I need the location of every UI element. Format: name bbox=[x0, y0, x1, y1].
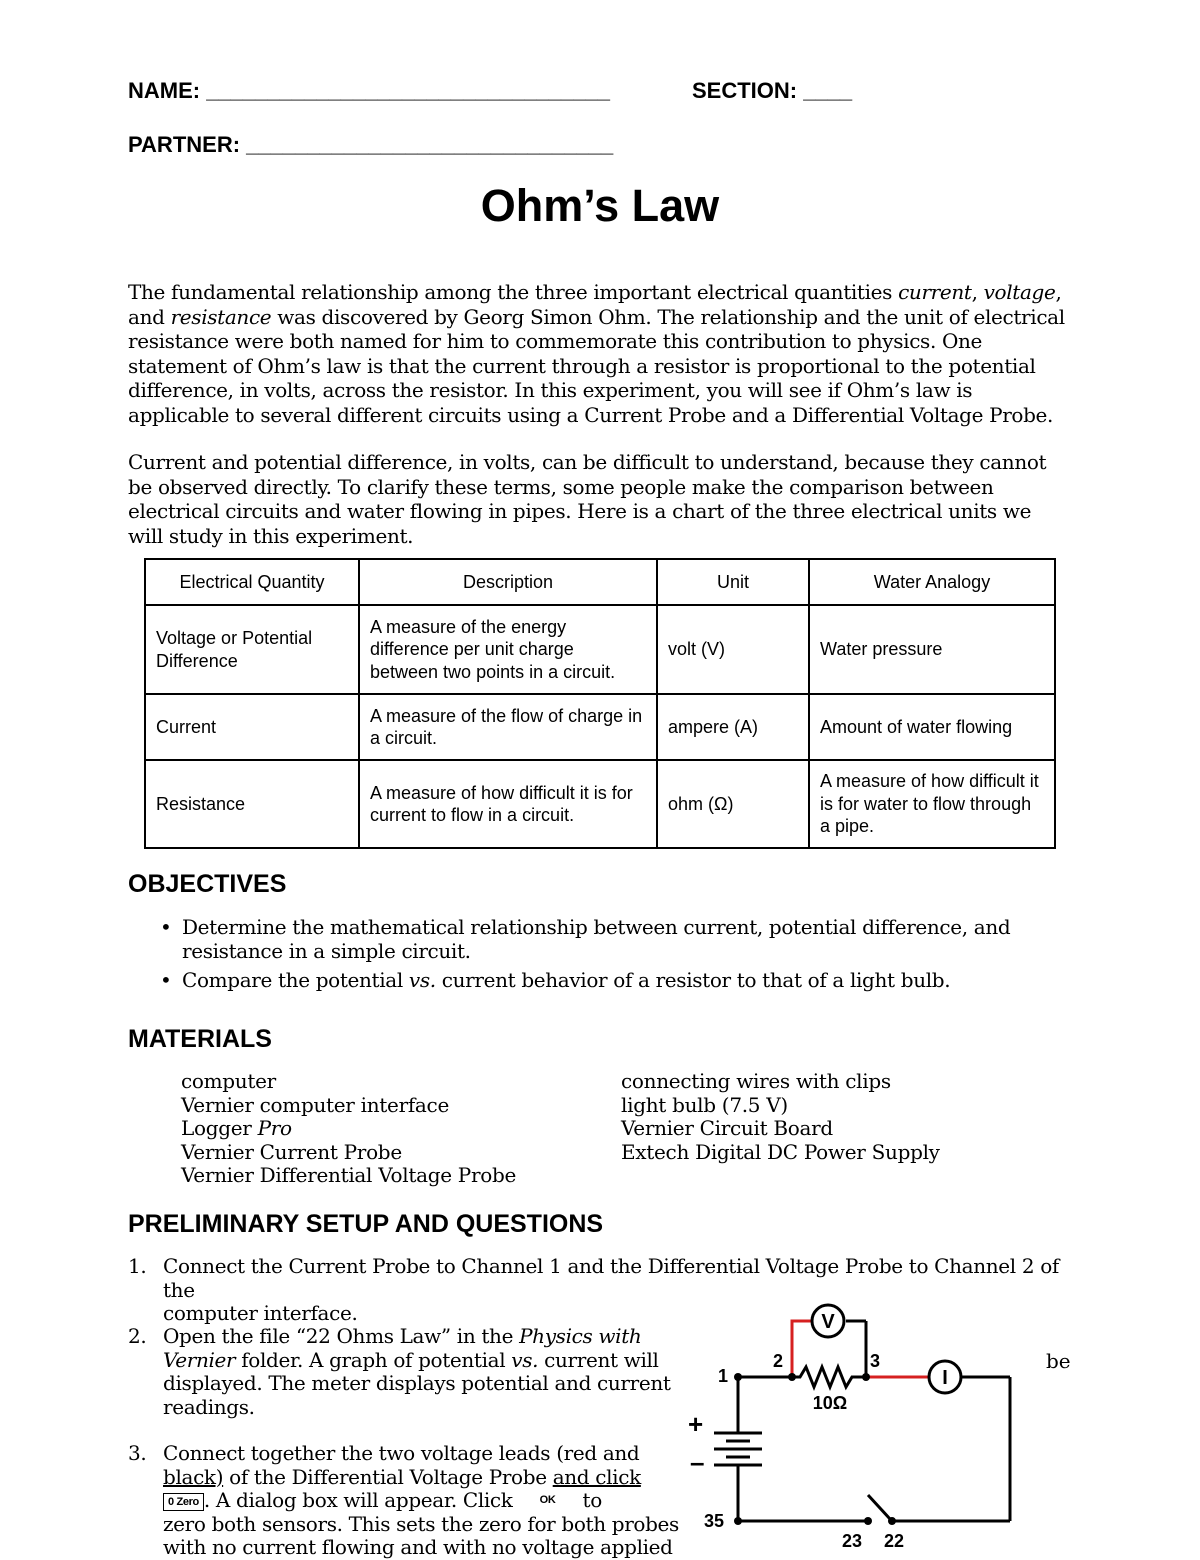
table-header: Electrical Quantity bbox=[145, 559, 359, 605]
node-dot bbox=[862, 1373, 870, 1381]
materials-heading: MATERIALS bbox=[128, 1025, 272, 1053]
table-cell: Amount of water flowing bbox=[809, 694, 1055, 760]
term-resistance: resistance bbox=[170, 304, 272, 329]
zero-button[interactable]: 0 Zero bbox=[163, 1493, 204, 1511]
table-row bbox=[145, 605, 1055, 694]
list-item: Vernier Current Probe bbox=[181, 1139, 402, 1164]
step-3: 3. Connect together the two voltage leads (red and black) of the Differential Voltage Probe and click 0 Zero . A dialog box will appear. Click OK to zero both sensors. This sets the zero for both probes with no current flowing and with no voltage applied bbox=[128, 1441, 679, 1559]
objectives-list bbox=[160, 916, 1070, 999]
partner-field: PARTNER: ______________________________ bbox=[128, 132, 614, 157]
intro-paragraph-2: Current and potential difference, in volts, can be difficult to understand, because they cannot be observed directly. To clarify these terms, some people make the comparison between electrical circuits and water flowing in pipes. Here is a chart of the three electrical units we will study in this experiment. bbox=[128, 450, 1047, 548]
node-dot bbox=[734, 1373, 742, 1381]
voltmeter-label: V bbox=[821, 1311, 835, 1333]
step-1: 1. Connect the Current Probe to Channel 1 and the Differential Voltage Probe to Channel 2 of the computer interface. bbox=[128, 1254, 1059, 1325]
battery-symbol bbox=[714, 1433, 762, 1465]
table-cell: ohm (Ω) bbox=[657, 760, 809, 848]
node-label-22: 22 bbox=[884, 1531, 905, 1551]
materials-left-list bbox=[181, 1070, 516, 1188]
node-label-3: 3 bbox=[870, 1351, 881, 1371]
list-item: Vernier Differential Voltage Probe bbox=[181, 1163, 516, 1187]
table-header: Water Analogy bbox=[809, 559, 1055, 605]
table-cell: volt (V) bbox=[657, 605, 809, 694]
table-cell: Current bbox=[145, 694, 359, 760]
node-label-23: 23 bbox=[842, 1531, 863, 1551]
materials-right-list bbox=[621, 1070, 940, 1164]
table-cell: A measure of the flow of charge in a circuit. bbox=[359, 694, 657, 760]
resistor-symbol bbox=[792, 1367, 866, 1387]
table-row bbox=[145, 694, 1055, 760]
step-2: 2. Open the file “22 Ohms Law” in the Physics with Vernier folder. A graph of potential vs. current will displayed. The meter displays potential and current readings. bbox=[128, 1324, 671, 1419]
ok-button[interactable]: OK bbox=[539, 1494, 556, 1506]
table-cell: A measure of the energy difference per unit charge between two points in a circuit. bbox=[359, 605, 657, 694]
list-item: Vernier Circuit Board bbox=[621, 1116, 833, 1140]
table-header-row bbox=[145, 559, 1055, 605]
list-item: Logger Pro bbox=[181, 1116, 292, 1140]
node-dot bbox=[788, 1373, 796, 1381]
page-title: Ohm’s Law bbox=[480, 180, 720, 231]
node-label-2: 2 bbox=[773, 1351, 784, 1371]
step-2-overflow-word: be bbox=[1046, 1349, 1071, 1373]
section-field: SECTION: ____ bbox=[692, 78, 853, 103]
intro-paragraph-1: The fundamental relationship among the three important electrical quantities current, voltage, and resistance was discovered by Georg Simon Ohm. The relationship and the unit of electrical resistance were both named for him to commemorate this contribution to physics. One statement of Ohm’s law is that the current through a resistor is proportional to the potential difference, in volts, across the resistor. In this experiment, you will see if Ohm’s law is applicable to several different circuits using a Current Probe and a Differential Voltage Probe. bbox=[128, 280, 1065, 427]
ammeter-label: I bbox=[942, 1367, 948, 1389]
name-field: NAME: _________________________________ bbox=[128, 78, 610, 103]
switch-lever bbox=[868, 1495, 890, 1519]
red-leads bbox=[792, 1321, 928, 1377]
list-item: • Compare the potential vs. current behavior of a resistor to that of a light bulb. bbox=[160, 968, 951, 992]
table-header: Description bbox=[359, 559, 657, 605]
table-row bbox=[145, 760, 1055, 848]
term-voltage: voltage bbox=[983, 280, 1056, 304]
red-lead-voltage bbox=[792, 1321, 812, 1377]
list-item: Vernier computer interface bbox=[181, 1092, 449, 1117]
list-item: computer bbox=[181, 1069, 276, 1093]
prelim-heading: PRELIMINARY SETUP AND QUESTIONS bbox=[128, 1210, 604, 1238]
table-cell: Water pressure bbox=[809, 605, 1055, 694]
node-dot bbox=[864, 1517, 872, 1525]
term-current: current bbox=[898, 280, 972, 304]
table-cell: A measure of how difficult it is for current to flow in a circuit. bbox=[359, 760, 657, 848]
electrical-quantities-table bbox=[144, 558, 1056, 849]
list-item: connecting wires with clips bbox=[621, 1069, 891, 1093]
node-label-1: 1 bbox=[718, 1366, 729, 1386]
resistor-label: 10Ω bbox=[812, 1393, 848, 1413]
list-item: Extech Digital DC Power Supply bbox=[621, 1139, 940, 1164]
table-cell: A measure of how difficult it is for water to flow through a pipe. bbox=[809, 760, 1055, 848]
list-item: light bulb (7.5 V) bbox=[621, 1092, 788, 1117]
table-header: Unit bbox=[657, 559, 809, 605]
circuit-diagram bbox=[680, 1295, 1040, 1553]
table-cell: Voltage or Potential Difference bbox=[145, 605, 359, 694]
node-dot bbox=[888, 1517, 896, 1525]
battery-plus-label: + bbox=[688, 1409, 704, 1439]
battery-minus-label: – bbox=[690, 1447, 705, 1477]
node-dot bbox=[734, 1517, 742, 1525]
node-label-35: 35 bbox=[704, 1511, 725, 1531]
list-item: • Determine the mathematical relationship between current, potential difference, and resistance in a simple circuit. bbox=[160, 915, 1011, 963]
table-cell: ampere (A) bbox=[657, 694, 809, 760]
objectives-heading: OBJECTIVES bbox=[128, 870, 287, 898]
table-cell: Resistance bbox=[145, 760, 359, 848]
